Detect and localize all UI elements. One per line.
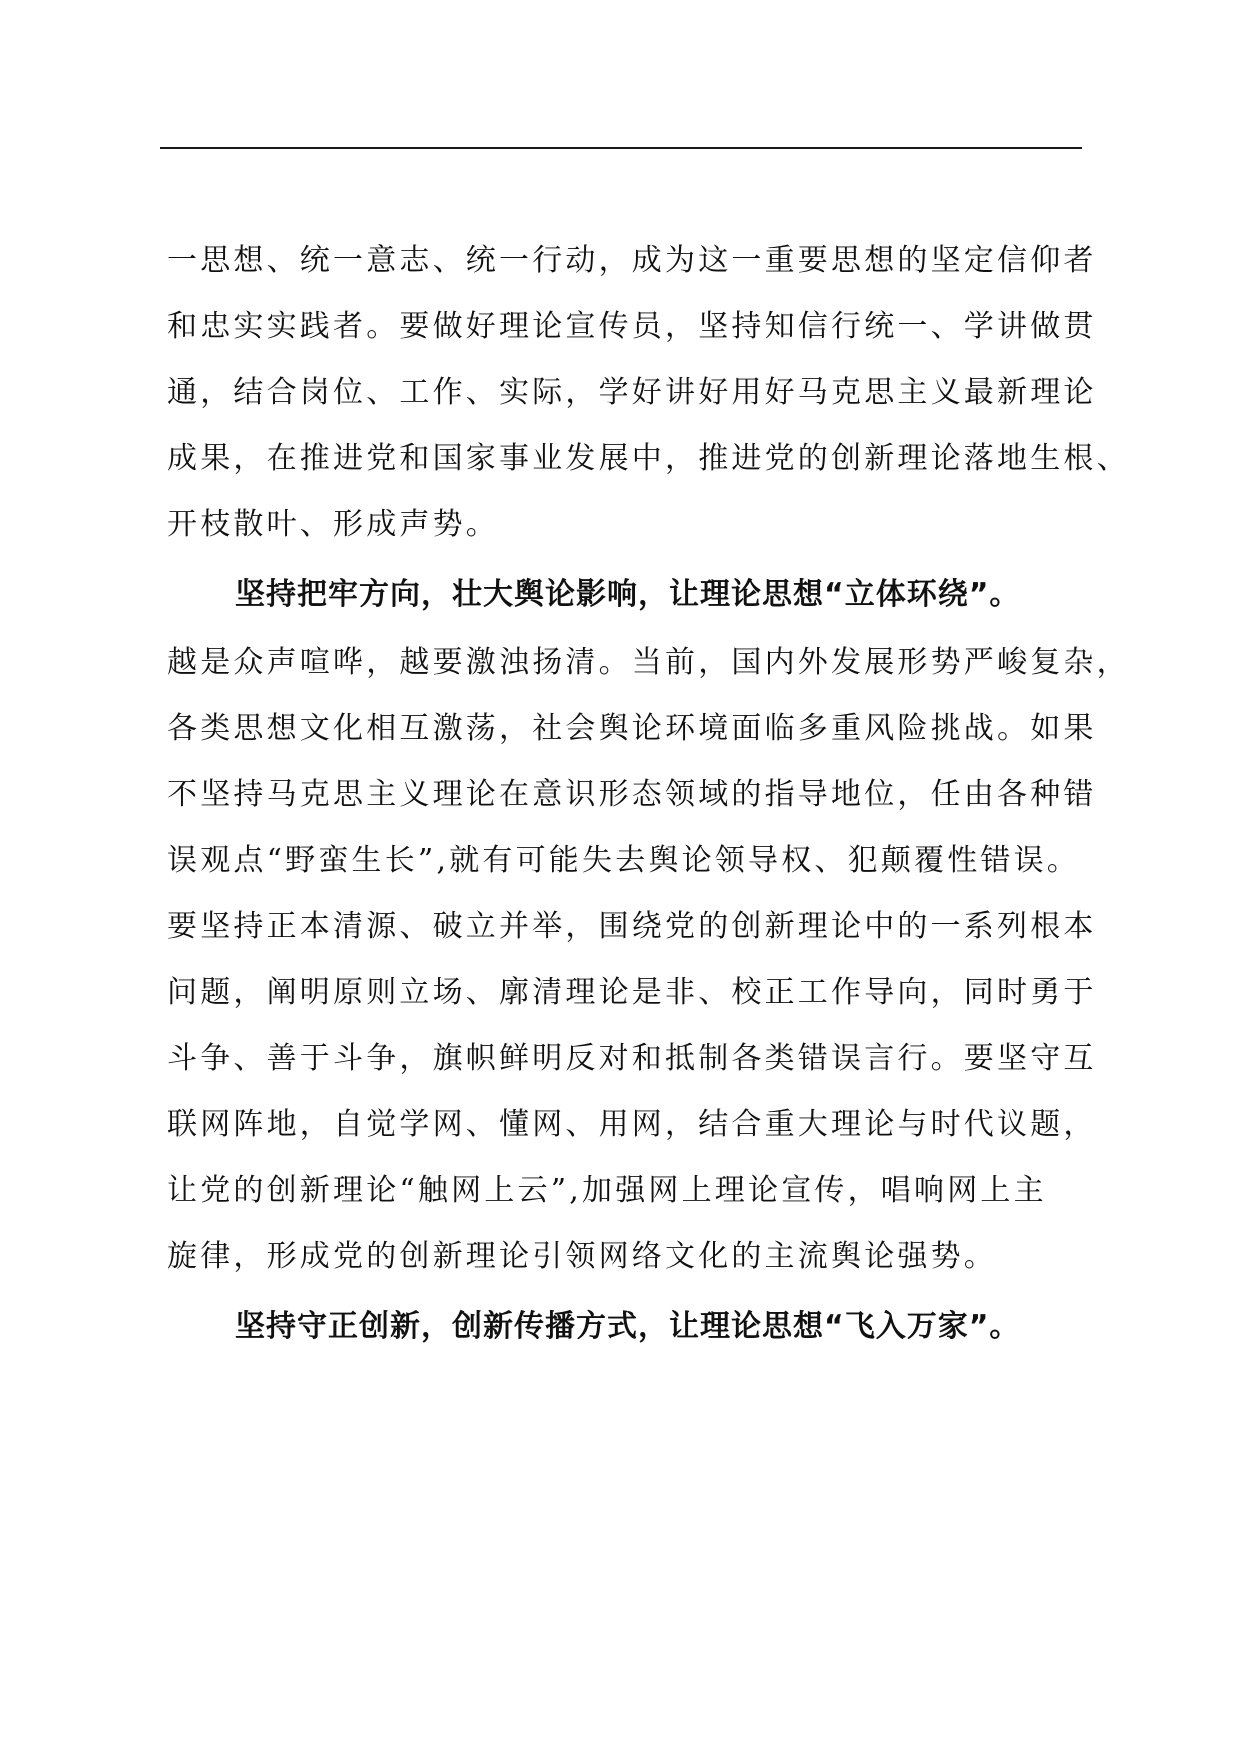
paragraph-line: 通，结合岗位、工作、实际，学好讲好用好马克思主义最新理论 [167,375,1097,410]
paragraph-line: 要坚持正本清源、破立并举，围绕党的创新理论中的一系列根本 [167,909,1097,944]
paragraph-1 [167,228,1130,558]
document-body [167,228,1130,1360]
paragraph-line: 开枝散叶、形成声势。 [167,507,499,542]
section-heading-2: 坚持守正创新，创新传播方式，让理论思想“飞入万家”。 [235,1309,1021,1344]
paragraph-line: 不坚持马克思主义理论在意识形态领域的指导地位，任由各种错 [167,777,1097,812]
paragraph-line: 旋律，形成党的创新理论引领网络文化的主流舆论强势。 [167,1239,997,1274]
paragraph-line: 一思想、统一意志、统一行动，成为这一重要思想的坚定信仰者 [167,243,1097,278]
paragraph-line: 和忠实实践者。要做好理论宣传员，坚持知信行统一、学讲做贯 [167,309,1097,344]
paragraph-2 [167,630,1130,1290]
paragraph-line: 斗争、善于斗争，旗帜鲜明反对和抵制各类错误言行。要坚守互 [167,1041,1097,1076]
paragraph-line: 各类思想文化相互激荡，社会舆论环境面临多重风险挑战。如果 [167,711,1097,746]
paragraph-line: 越是众声喧哗，越要激浊扬清。当前，国内外发展形势严峻复杂， [167,645,1130,680]
header-divider [160,147,1082,149]
paragraph-line: 问题，阐明原则立场、廓清理论是非、校正工作导向，同时勇于 [167,975,1097,1010]
paragraph-line: 成果，在推进党和国家事业发展中，推进党的创新理论落地生根、 [167,441,1130,476]
paragraph-line: 联网阵地，自觉学网、懂网、用网，结合重大理论与时代议题， [167,1107,1097,1142]
paragraph-line: 误观点“野蛮生长”,就有可能失去舆论领导权、犯颠覆性错误。 [167,843,1081,878]
section-heading-1: 坚持把牢方向，壮大舆论影响，让理论思想“立体环绕”。 [235,577,1021,612]
paragraph-line: 让党的创新理论“触网上云”,加强网上理论宣传，唱响网上主 [167,1173,1047,1208]
